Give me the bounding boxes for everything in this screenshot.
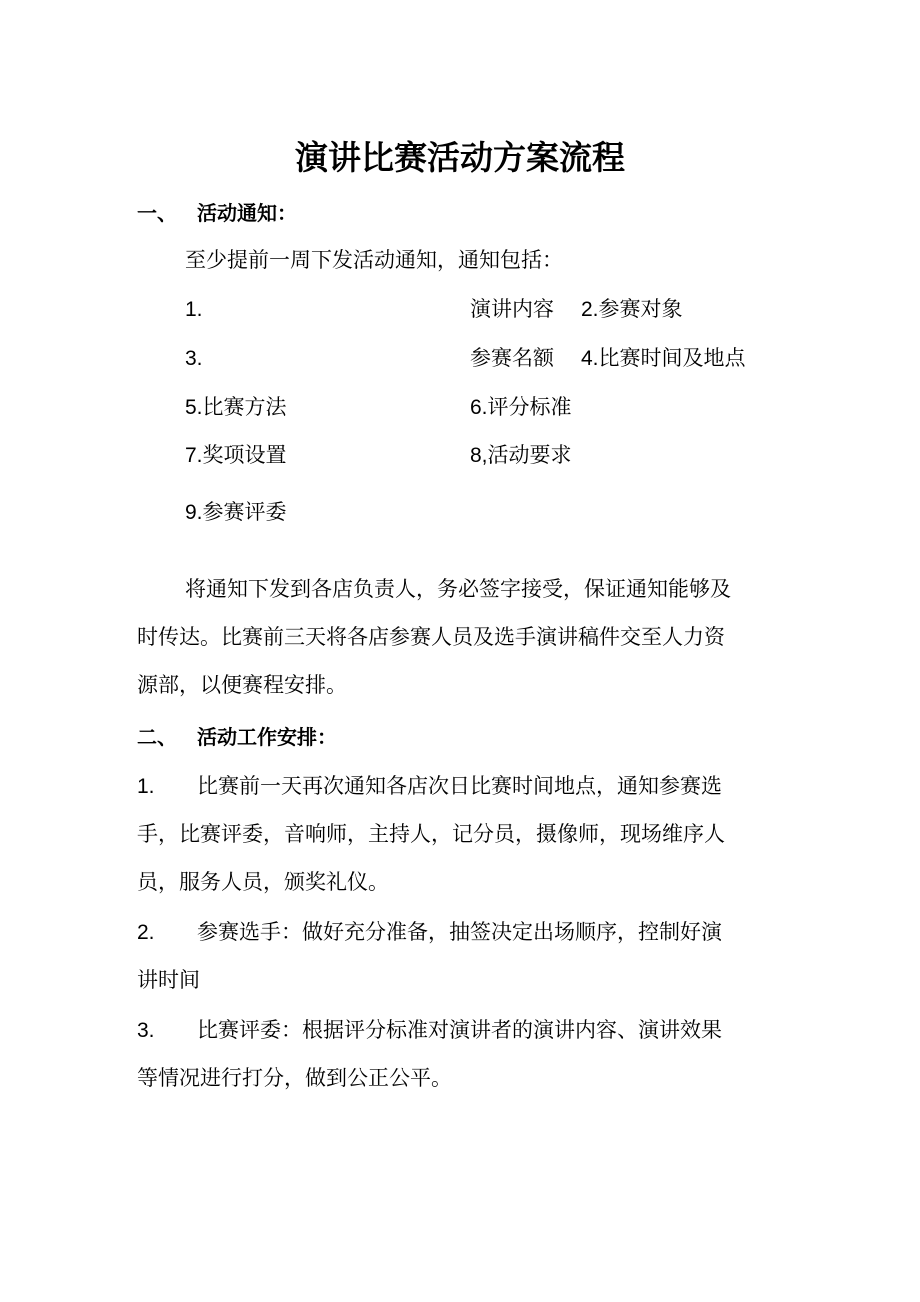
section1-index: 一、 — [137, 201, 177, 225]
section2-item — [137, 1006, 777, 1102]
list-item: 演讲内容 — [470, 297, 554, 321]
list-item: 8,活动要求 — [470, 443, 572, 467]
list-item: 5.比赛方法 — [185, 395, 287, 419]
item-number: 3. — [137, 1019, 155, 1042]
item-text: 比赛前一天再次通知各店次日比赛时间地点，通知参赛选 — [197, 774, 722, 798]
list-item-number: 3. — [185, 347, 203, 370]
list-item: 7.奖项设置 — [185, 443, 287, 467]
paragraph-line — [137, 762, 777, 810]
list-item-number: 1. — [185, 298, 203, 321]
item-number: 2. — [137, 921, 155, 944]
paragraph-line — [137, 1006, 777, 1054]
section1-paragraph — [137, 565, 777, 709]
item-number: 1. — [137, 775, 155, 798]
section1-heading: 活动通知： — [197, 201, 297, 225]
document-title: 演讲比赛活动方案流程 — [295, 138, 625, 177]
section2-item — [137, 908, 777, 1004]
paragraph-line: 源部，以便赛程安排。 — [137, 673, 347, 697]
paragraph-line: 将通知下发到各店负责人，务必签字接受，保证通知能够及 — [185, 577, 731, 601]
paragraph-line: 讲时间 — [137, 968, 200, 992]
paragraph-line — [137, 908, 777, 956]
item-text: 比赛评委：根据评分标准对演讲者的演讲内容、演讲效果 — [197, 1018, 722, 1042]
list-item: 4.比赛时间及地点 — [581, 346, 746, 370]
paragraph-line: 等情况进行打分，做到公正公平。 — [137, 1066, 452, 1090]
section2-heading: 活动工作安排： — [197, 725, 337, 749]
section1-intro: 至少提前一周下发活动通知，通知包括： — [185, 248, 563, 272]
paragraph-line: 员，服务人员，颁奖礼仪。 — [137, 870, 389, 894]
section2-index: 二、 — [137, 725, 177, 749]
list-item: 2.参赛对象 — [581, 297, 683, 321]
section2-item — [137, 762, 777, 906]
list-item: 6.评分标准 — [470, 395, 572, 419]
paragraph-line: 时传达。比赛前三天将各店参赛人员及选手演讲稿件交至人力资 — [137, 625, 725, 649]
list-item: 参赛名额 — [470, 346, 554, 370]
item-text: 参赛选手：做好充分准备，抽签决定出场顺序，控制好演 — [197, 920, 722, 944]
paragraph-line: 手，比赛评委，音响师，主持人，记分员，摄像师，现场维序人 — [137, 822, 725, 846]
list-item: 9.参赛评委 — [185, 500, 287, 524]
